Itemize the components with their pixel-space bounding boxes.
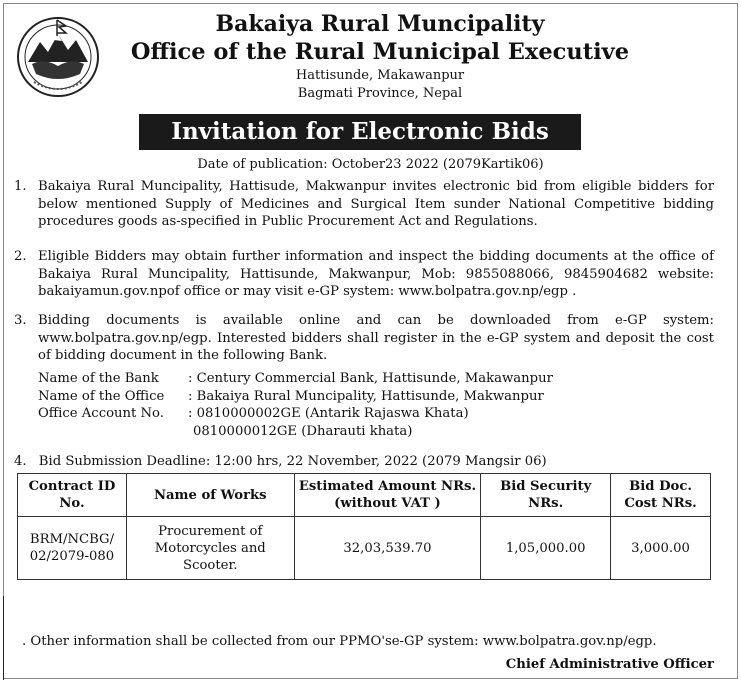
cell-doc-cost: 3,000.00 bbox=[611, 517, 711, 580]
bank-label: Name of the Bank bbox=[38, 371, 159, 386]
municipality-name: Bakaiya Rural Muncipality bbox=[215, 11, 545, 37]
margin-rule bbox=[3, 596, 4, 680]
col-header-security: Bid Security NRs. bbox=[481, 474, 611, 517]
publication-date: Date of publication: October23 2022 (2079Kartik06) bbox=[197, 157, 544, 172]
account-value-2: 0810000012GE (Dharauti khata) bbox=[193, 423, 413, 439]
account-value-1: : 0810000002GE (Antarik Rajaswa Khata) bbox=[188, 406, 469, 421]
account-label: Office Account No. bbox=[38, 406, 164, 421]
paragraph-2 bbox=[14, 248, 714, 301]
address-line-1: Hattisunde, Makawanpur bbox=[295, 68, 465, 83]
col-header-works: Name of Works bbox=[126, 474, 294, 517]
notice-title-banner: Invitation for Electronic Bids bbox=[139, 114, 581, 150]
deadline-number: 4. bbox=[14, 454, 27, 469]
paragraph-text: Eligible Bidders may obtain further information and inspect the bidding documents at the office of Bakaiya Rural Muncipality, Hattisunde, Makwanpur, Mob: 9855088066, 9845904682 website: bakaiyamun.gov.npof office or may visit e-GP system: www.bolpatra.gov.np/egp . bbox=[38, 249, 714, 299]
footer-note: . Other information shall be collected from our PPMO'se-GP system: www.bolpatra.gov.np/egp. bbox=[22, 634, 657, 649]
cell-amount: 32,03,539.70 bbox=[294, 517, 481, 580]
municipality-emblem-icon bbox=[14, 14, 102, 100]
paragraph-number: 2. bbox=[14, 249, 27, 264]
bid-deadline bbox=[14, 453, 547, 471]
table-header-row bbox=[18, 474, 711, 517]
bank-value: : Century Commercial Bank, Hattisunde, Makawanpur bbox=[188, 371, 553, 386]
col-header-doc-cost: Bid Doc. Cost NRs. bbox=[611, 474, 711, 517]
paragraph-3 bbox=[14, 312, 714, 365]
office-value: : Bakaiya Rural Muncipality, Hattisunde, Makwanpur bbox=[188, 388, 544, 404]
col-header-contract-id: Contract ID No. bbox=[18, 474, 127, 517]
cell-works: Procurement of Motorcycles and Scooter. bbox=[126, 517, 294, 580]
bank-details bbox=[38, 370, 553, 440]
office-name: Office of the Rural Municipal Executive bbox=[130, 39, 630, 65]
paragraph-text: Bidding documents is available online and can be downloaded from e-GP system: www.bolpatra.gov.np/egp. Interested bidders shall register in the e-GP system and deposit the cost of bidding document in the following Bank. bbox=[38, 313, 714, 363]
office-row bbox=[38, 388, 553, 406]
account-row-2 bbox=[38, 423, 553, 441]
office-label: Name of the Office bbox=[38, 388, 165, 404]
paragraph-1 bbox=[14, 178, 714, 231]
signatory-title: Chief Administrative Officer bbox=[505, 657, 714, 672]
deadline-text: Bid Submission Deadline: 12:00 hrs, 22 November, 2022 (2079 Mangsir 06) bbox=[38, 454, 547, 469]
cell-security: 1,05,000.00 bbox=[481, 517, 611, 580]
col-header-amount: Estimated Amount NRs. (without VAT ) bbox=[294, 474, 481, 517]
bank-row bbox=[38, 370, 553, 388]
cell-contract-id: BRM/NCBG/ 02/2079-080 bbox=[18, 517, 127, 580]
table-row bbox=[18, 517, 711, 580]
address-line-2: Bagmati Province, Nepal bbox=[297, 86, 463, 101]
paragraph-text: Bakaiya Rural Muncipality, Hattisude, Makwanpur invites electronic bid from eligible bidders for below mentioned Supply of Medicines and Surgical Item sunder National Competitive bidding procedures goods as-specified in Public Procurement Act and Regulations. bbox=[38, 179, 714, 229]
paragraph-number: 3. bbox=[14, 313, 27, 328]
paragraph-number: 1. bbox=[14, 179, 27, 194]
letterhead bbox=[100, 10, 660, 103]
account-row bbox=[38, 405, 553, 423]
bid-table bbox=[17, 473, 711, 580]
